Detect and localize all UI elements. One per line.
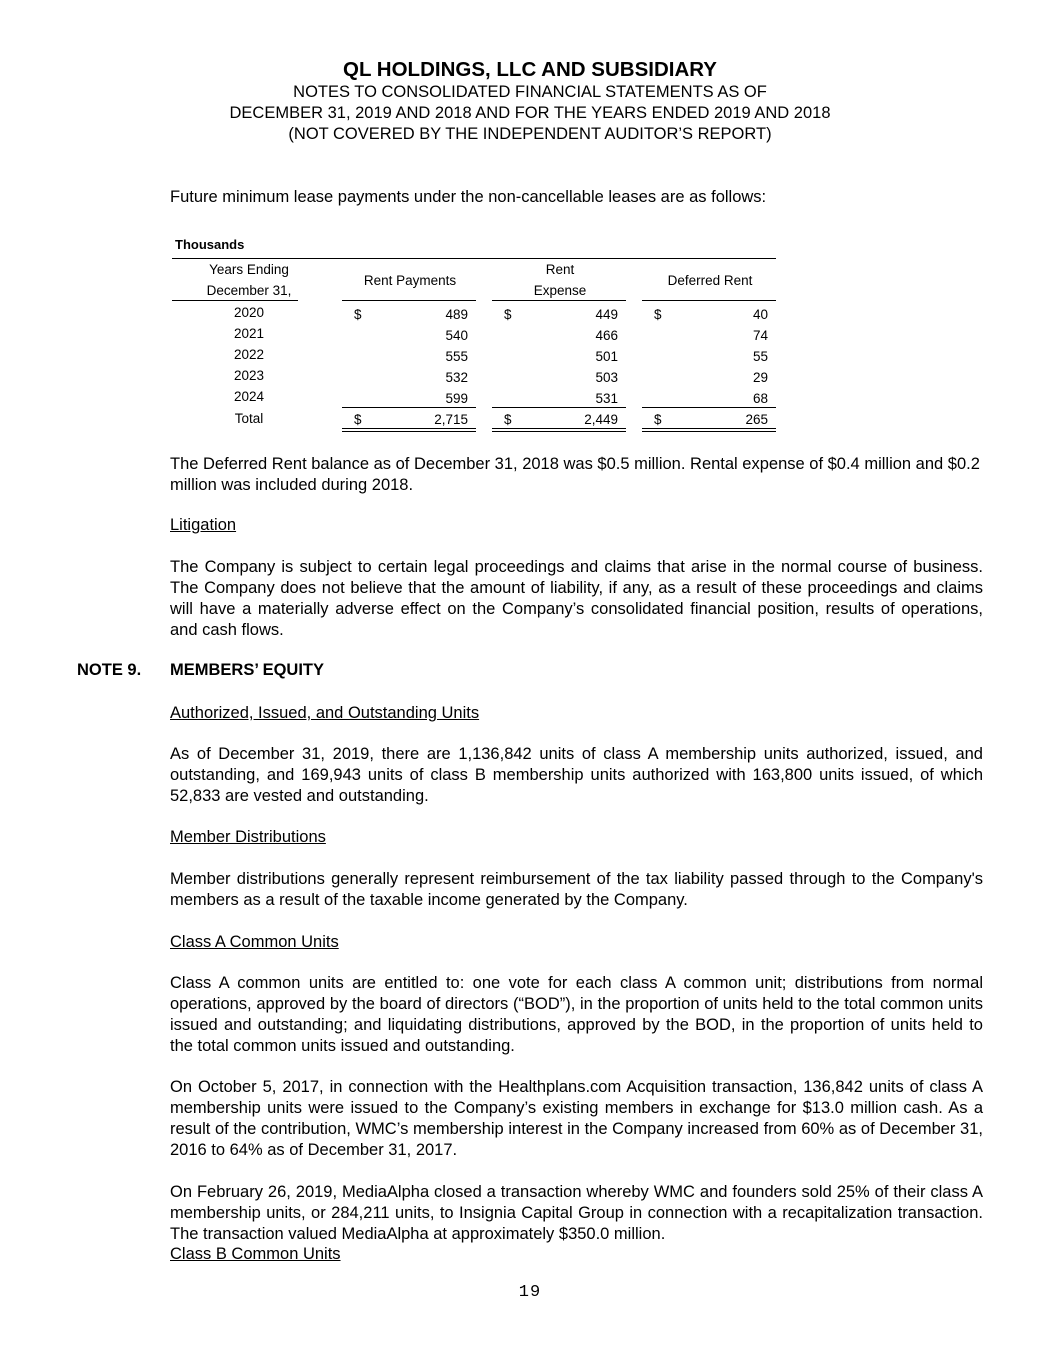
row-year: 2021: [233, 326, 265, 341]
header-rule-3: [492, 300, 626, 301]
total-double-rule-1b: [342, 431, 476, 432]
lease-intro-text: Future minimum lease payments under the non-cancellable leases are as follows:: [170, 188, 767, 206]
row-rent-expense: 531: [595, 391, 618, 406]
row-rent-expense: 501: [595, 349, 618, 364]
row-rent-expense: 449: [595, 307, 618, 322]
total-double-rule-2a: [492, 428, 626, 429]
row-deferred-rent: 68: [752, 391, 768, 406]
row-year: 2020: [233, 305, 265, 320]
total-deferred-rent: 265: [745, 412, 768, 427]
currency-symbol: $: [654, 412, 662, 427]
row-rent-payments: 532: [445, 370, 468, 385]
deferred-rent-paragraph: The Deferred Rent balance as of December 31, 2018 was $0.5 million. Rental expense of $0.4 million and $0.2 million was included during 2018.: [170, 455, 980, 494]
header-line-2: DECEMBER 31, 2019 AND 2018 AND FOR THE YEARS ENDED 2019 AND 2018: [229, 104, 831, 122]
note-title: MEMBERS’ EQUITY: [170, 661, 325, 679]
table-units-label: Thousands: [175, 237, 245, 252]
header-line-1: NOTES TO CONSOLIDATED FINANCIAL STATEMENTS AS OF: [293, 83, 767, 101]
row-rent-expense: 503: [595, 370, 618, 385]
col-header-years-1: Years Ending: [209, 262, 289, 277]
col-header-years-2: December 31,: [206, 283, 292, 298]
row-rent-expense: 466: [595, 328, 618, 343]
currency-symbol: $: [504, 307, 512, 322]
authorized-units-paragraph: As of December 31, 2019, there are 1,136,842 units of class A membership units authorized, issued, and outstanding, and 169,943 units of class B membership units authorized with 163,800 units issued, of which 52,833 are vested and outstanding.: [170, 745, 983, 805]
document-header: [0, 58, 1055, 145]
member-distributions-heading: Member Distributions: [170, 828, 326, 846]
row-year: 2023: [233, 368, 265, 383]
row-rent-payments: 599: [445, 391, 468, 406]
row-year: 2024: [233, 389, 265, 404]
row-deferred-rent: 74: [752, 328, 768, 343]
row-rent-payments: 489: [445, 307, 468, 322]
header-rule-1: [172, 300, 298, 301]
authorized-units-heading: Authorized, Issued, and Outstanding Units: [170, 704, 480, 722]
subtotal-rule-1: [342, 407, 476, 408]
note-number: NOTE 9.: [77, 661, 142, 679]
subtotal-rule-3: [642, 407, 776, 408]
class-a-paragraph-2: On October 5, 2017, in connection with the Healthplans.com Acquisition transaction, 136,842 units of class A membership units were issued to the Company’s existing members in exchange for $13.0 million cash. As a result of the contribution, WMC’s membership interest in the Company increased from 60% as of December 31, 2016 to 64% as of December 31, 2017.: [170, 1078, 983, 1159]
currency-symbol: $: [504, 412, 512, 427]
total-double-rule-3b: [642, 431, 776, 432]
header-line-3: (NOT COVERED BY THE INDEPENDENT AUDITOR’S REPORT): [288, 125, 772, 143]
header-rule-4: [642, 300, 776, 301]
total-double-rule-1a: [342, 428, 476, 429]
total-label: Total: [234, 411, 264, 426]
row-year: 2022: [233, 347, 265, 362]
subtotal-rule-2: [492, 407, 626, 408]
col-header-rent-expense-1: Rent: [545, 262, 575, 277]
table-top-rule: [172, 258, 776, 259]
row-deferred-rent: 55: [752, 349, 768, 364]
col-header-deferred-rent: Deferred Rent: [667, 273, 753, 288]
col-header-rent-payments: Rent Payments: [363, 273, 457, 288]
row-deferred-rent: 29: [752, 370, 768, 385]
currency-symbol: $: [654, 307, 662, 322]
company-name: QL HOLDINGS, LLC AND SUBSIDIARY: [343, 58, 717, 81]
row-deferred-rent: 40: [752, 307, 768, 322]
page-number: 19: [518, 1283, 542, 1302]
total-double-rule-3a: [642, 428, 776, 429]
header-rule-2: [342, 300, 476, 301]
total-double-rule-2b: [492, 431, 626, 432]
member-distributions-paragraph: Member distributions generally represent reimbursement of the tax liability passed through to the Company's members as a result of the taxable income generated by the Company.: [170, 870, 983, 909]
currency-symbol: $: [354, 307, 362, 322]
currency-symbol: $: [354, 412, 362, 427]
row-rent-payments: 555: [445, 349, 468, 364]
class-a-paragraph-3: On February 26, 2019, MediaAlpha closed a transaction whereby WMC and founders sold 25% of their class A membership units, or 284,211 units, to Insignia Capital Group in connection with a recapitalization transaction. The transaction valued MediaAlpha at approximately $350.0 million.: [170, 1183, 983, 1243]
col-header-rent-expense-2: Expense: [533, 283, 587, 298]
class-a-paragraph-1: Class A common units are entitled to: one vote for each class A common unit; distributions from normal operations, approved by the board of directors (“BOD”), in the proportion of units held to the total common units issued and outstanding; and liquidating distributions, approved by the BOD, in the proportion of units held to the total common units issued and outstanding.: [170, 974, 983, 1055]
class-a-heading: Class A Common Units: [170, 933, 339, 951]
total-rent-payments: 2,715: [434, 412, 468, 427]
litigation-paragraph: The Company is subject to certain legal proceedings and claims that arise in the normal course of business. The Company does not believe that the amount of liability, if any, as a result of these proceedings and claims will have a materially adverse effect on the Company’s consolidated financial position, results of operations, and cash flows.: [170, 558, 983, 639]
row-rent-payments: 540: [445, 328, 468, 343]
total-rent-expense: 2,449: [584, 412, 618, 427]
class-b-heading: Class B Common Units: [170, 1245, 341, 1263]
litigation-heading: Litigation: [170, 516, 237, 534]
